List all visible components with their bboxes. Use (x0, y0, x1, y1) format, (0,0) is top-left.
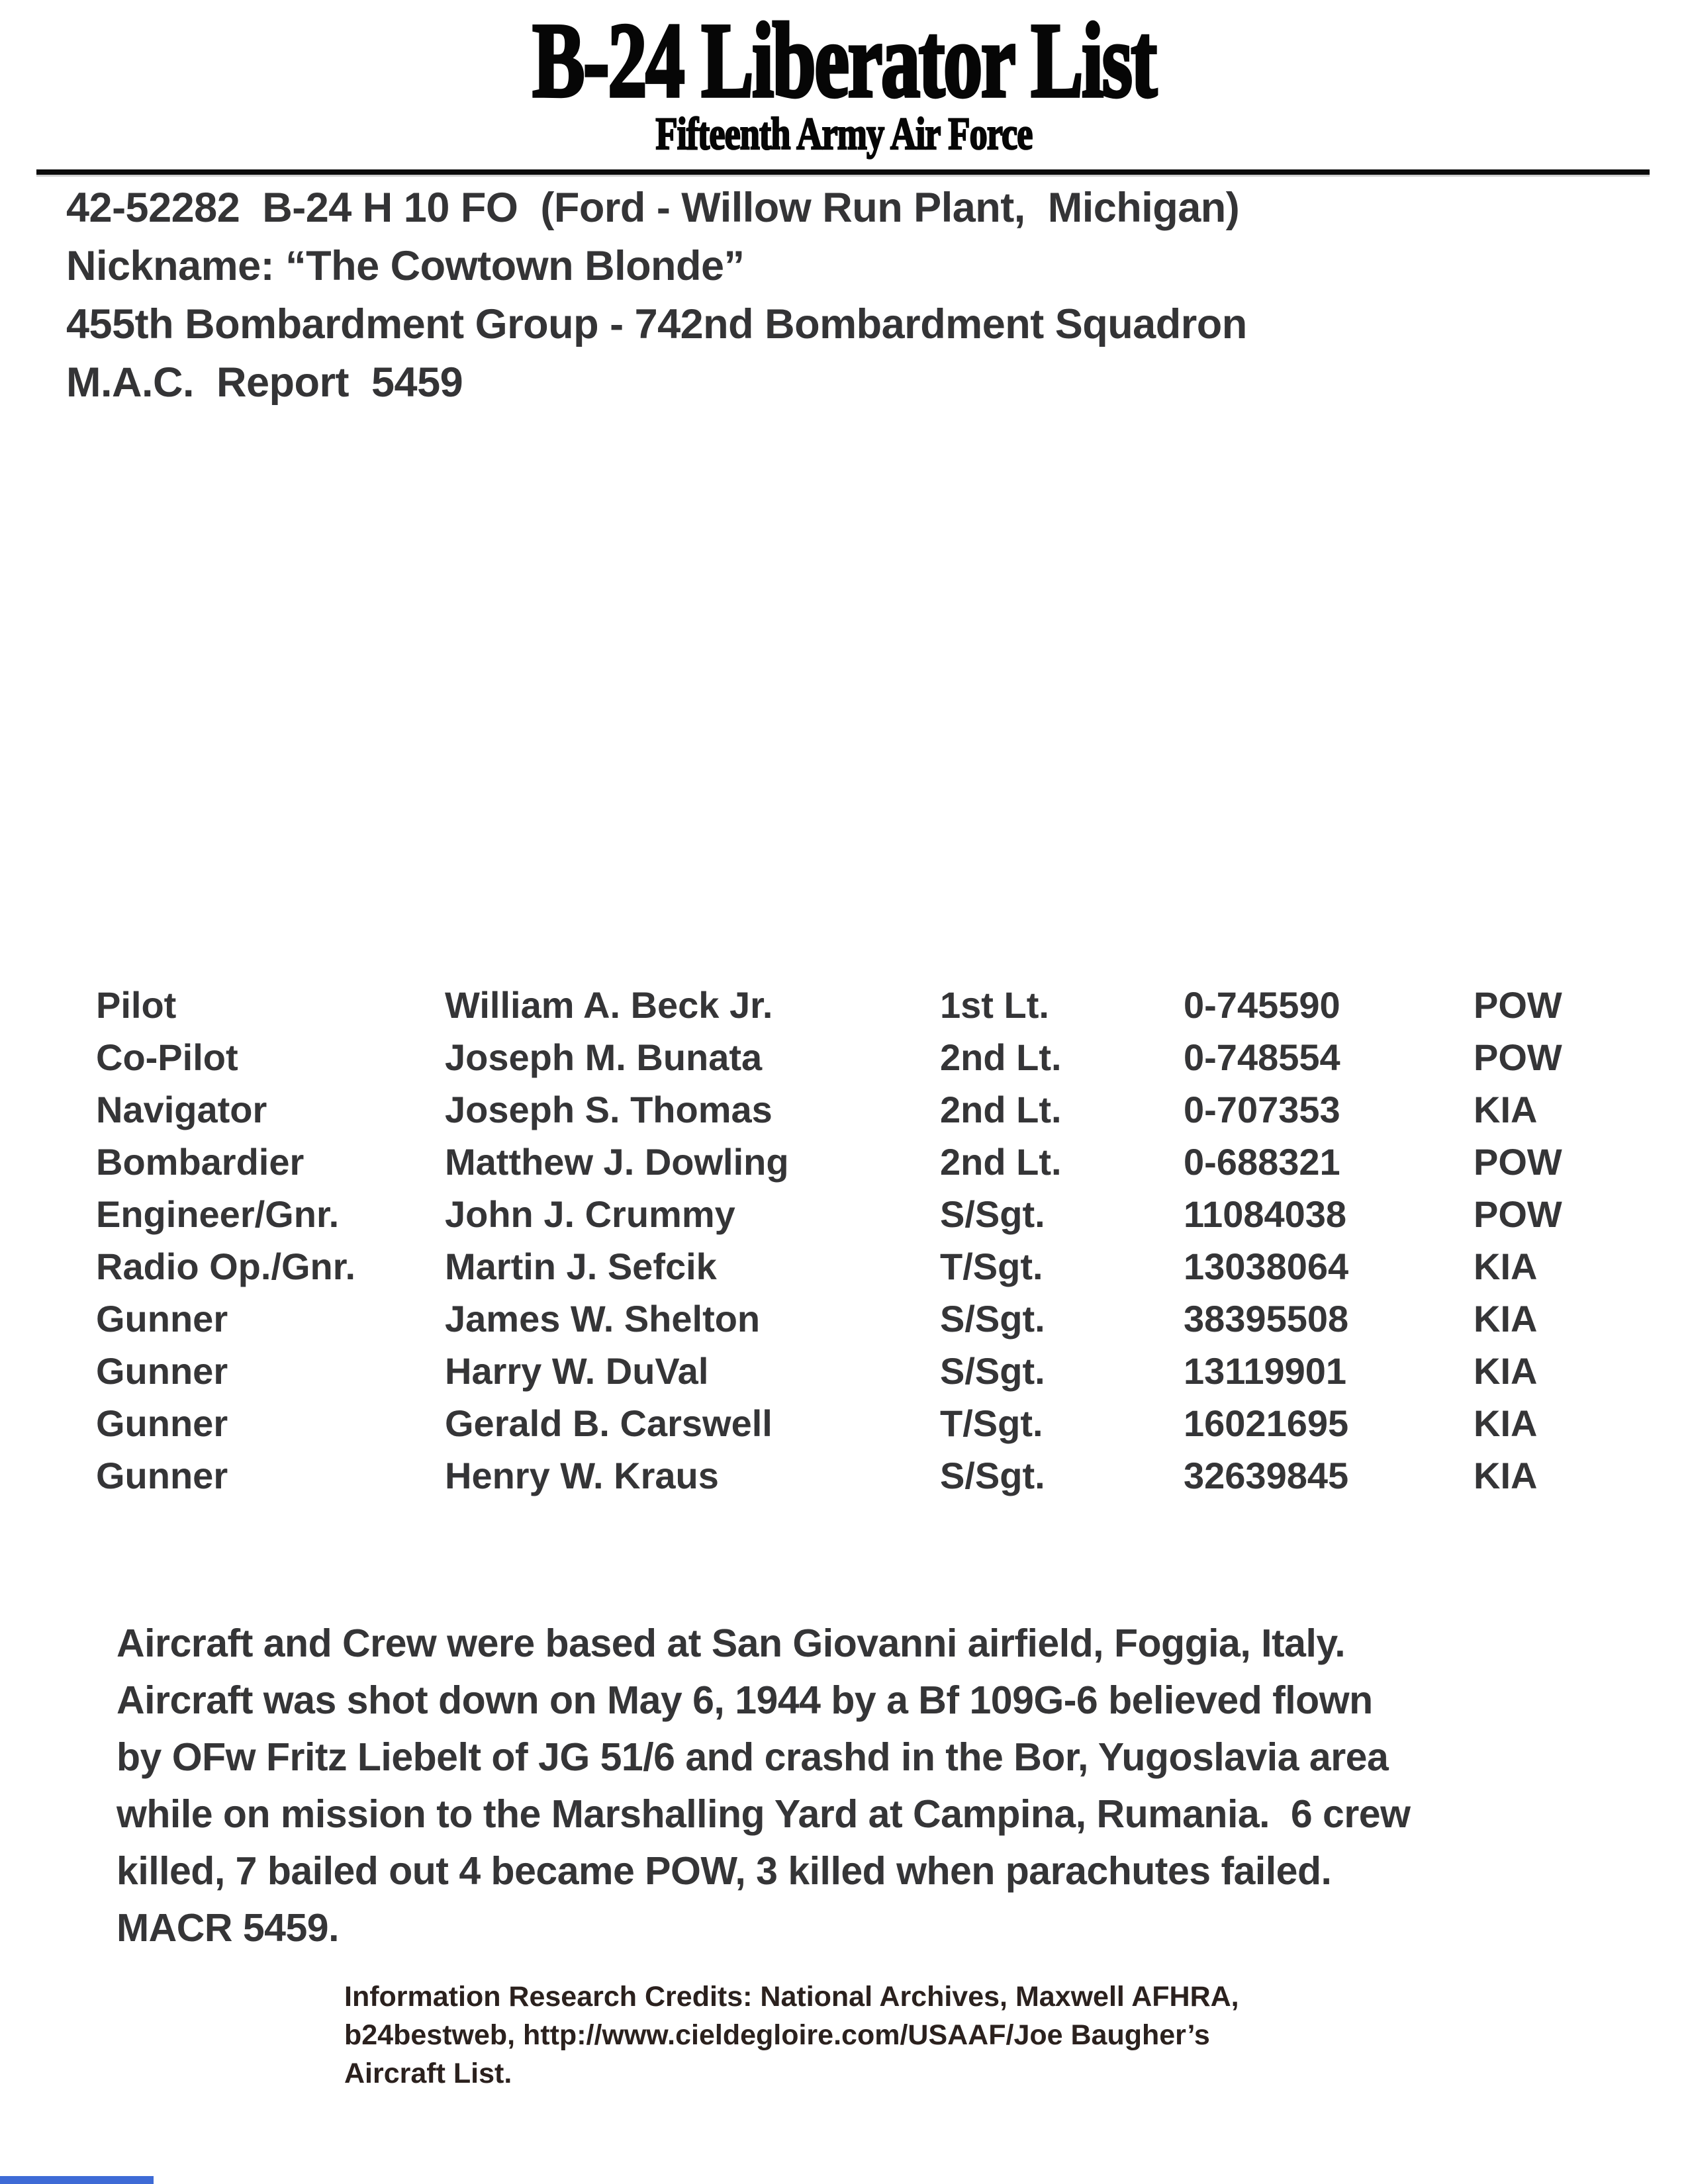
loss-narrative-line: Aircraft and Crew were based at San Giovanni airfield, Foggia, Italy. (117, 1621, 1346, 1665)
crew-row (96, 1454, 1618, 1506)
crew-name-cell: Martin J. Sefcik (445, 1246, 717, 1287)
crew-position-cell: Gunner (96, 1402, 228, 1444)
crew-status-cell: POW (1474, 1036, 1562, 1078)
crew-status-cell: KIA (1474, 1455, 1538, 1496)
crew-status-cell: KIA (1474, 1246, 1538, 1287)
crew-row (96, 1349, 1618, 1402)
research-credits-line: b24bestweb, http://www.cieldegloire.com/USAAF/Joe Baugher’s (344, 2019, 1210, 2051)
header-divider (36, 169, 1650, 175)
crew-position-cell: Navigator (96, 1089, 267, 1130)
page-subtitle: Fifteenth Army Air Force (655, 109, 1033, 159)
crew-status-cell: KIA (1474, 1402, 1538, 1444)
crew-rank-cell: S/Sgt. (940, 1350, 1045, 1392)
aircraft-info-line: Nickname: “The Cowtown Blonde” (66, 243, 745, 289)
crew-serial-cell: 32639845 (1184, 1455, 1349, 1496)
crew-serial-cell: 13119901 (1184, 1350, 1347, 1392)
crew-name-cell: Matthew J. Dowling (445, 1141, 789, 1183)
crew-name-cell: James W. Shelton (445, 1298, 761, 1340)
crew-name-cell: Harry W. DuVal (445, 1350, 709, 1392)
page-title: B-24 Liberator List (532, 1, 1156, 120)
crew-status-cell: POW (1474, 984, 1562, 1026)
loss-narrative-line: MACR 5459. (117, 1906, 340, 1950)
crew-rank-cell: T/Sgt. (940, 1402, 1043, 1444)
crew-rank-cell: S/Sgt. (940, 1298, 1045, 1340)
crew-name-cell: Joseph M. Bunata (445, 1036, 763, 1078)
crew-serial-cell: 38395508 (1184, 1298, 1349, 1340)
crew-row (96, 1245, 1618, 1297)
crew-row (96, 1140, 1618, 1193)
crew-position-cell: Pilot (96, 984, 177, 1026)
crew-rank-cell: S/Sgt. (940, 1193, 1045, 1235)
crew-position-cell: Gunner (96, 1298, 228, 1340)
crew-position-cell: Gunner (96, 1455, 228, 1496)
crew-name-cell: John J. Crummy (445, 1193, 735, 1235)
research-credits-line: Information Research Credits: National Archives, Maxwell AFHRA, (344, 1981, 1239, 2013)
crew-rank-cell: T/Sgt. (940, 1246, 1043, 1287)
crew-name-cell: Henry W. Kraus (445, 1455, 719, 1496)
loss-narrative-line: Aircraft was shot down on May 6, 1944 by a Bf 109G-6 believed flown (117, 1678, 1373, 1722)
crew-name-cell: William A. Beck Jr. (445, 984, 773, 1026)
loss-narrative-line: by OFw Fritz Liebelt of JG 51/6 and crashd in the Bor, Yugoslavia area (117, 1735, 1389, 1779)
crew-rank-cell: 2nd Lt. (940, 1089, 1062, 1130)
crew-rank-cell: 1st Lt. (940, 984, 1049, 1026)
loss-narrative (117, 1615, 1411, 1956)
crew-rank-cell: 2nd Lt. (940, 1036, 1062, 1078)
crew-row (96, 1193, 1618, 1245)
crew-status-cell: POW (1474, 1141, 1562, 1183)
crew-position-cell: Co-Pilot (96, 1036, 238, 1078)
research-credits-line: Aircraft List. (344, 2058, 512, 2089)
aircraft-info-block (66, 179, 1247, 412)
research-credits (344, 1978, 1239, 2093)
crew-status-cell: KIA (1474, 1298, 1538, 1340)
aircraft-info-line: 455th Bombardment Group - 742nd Bombardment Squadron (66, 301, 1247, 347)
crew-row (96, 983, 1618, 1036)
loss-narrative-line: while on mission to the Marshalling Yard at Campina, Rumania. 6 crew (117, 1792, 1411, 1836)
crew-serial-cell: 0-688321 (1184, 1141, 1340, 1183)
crew-serial-cell: 0-707353 (1184, 1089, 1340, 1130)
crew-serial-cell: 13038064 (1184, 1246, 1349, 1287)
crew-row (96, 1088, 1618, 1140)
bottom-blue-bar (0, 2176, 154, 2184)
crew-rank-cell: S/Sgt. (940, 1455, 1045, 1496)
crew-status-cell: KIA (1474, 1089, 1538, 1130)
crew-serial-cell: 0-745590 (1184, 984, 1340, 1026)
crew-table (96, 983, 1618, 1506)
crew-status-cell: POW (1474, 1193, 1562, 1235)
crew-row (96, 1297, 1618, 1349)
loss-narrative-line: killed, 7 bailed out 4 became POW, 3 killed when parachutes failed. (117, 1849, 1332, 1893)
crew-serial-cell: 11084038 (1184, 1193, 1347, 1235)
aircraft-info-line: M.A.C. Report 5459 (66, 359, 463, 406)
crew-position-cell: Gunner (96, 1350, 228, 1392)
crew-row (96, 1402, 1618, 1454)
crew-position-cell: Radio Op./Gnr. (96, 1246, 356, 1287)
crew-position-cell: Engineer/Gnr. (96, 1193, 340, 1235)
crew-position-cell: Bombardier (96, 1141, 305, 1183)
crew-serial-cell: 0-748554 (1184, 1036, 1340, 1078)
crew-name-cell: Gerald B. Carswell (445, 1402, 773, 1444)
crew-status-cell: KIA (1474, 1350, 1538, 1392)
crew-row (96, 1036, 1618, 1088)
crew-name-cell: Joseph S. Thomas (445, 1089, 773, 1130)
crew-serial-cell: 16021695 (1184, 1402, 1349, 1444)
aircraft-info-line: 42-52282 B-24 H 10 FO (Ford - Willow Run Plant, Michigan) (66, 185, 1240, 231)
crew-rank-cell: 2nd Lt. (940, 1141, 1062, 1183)
